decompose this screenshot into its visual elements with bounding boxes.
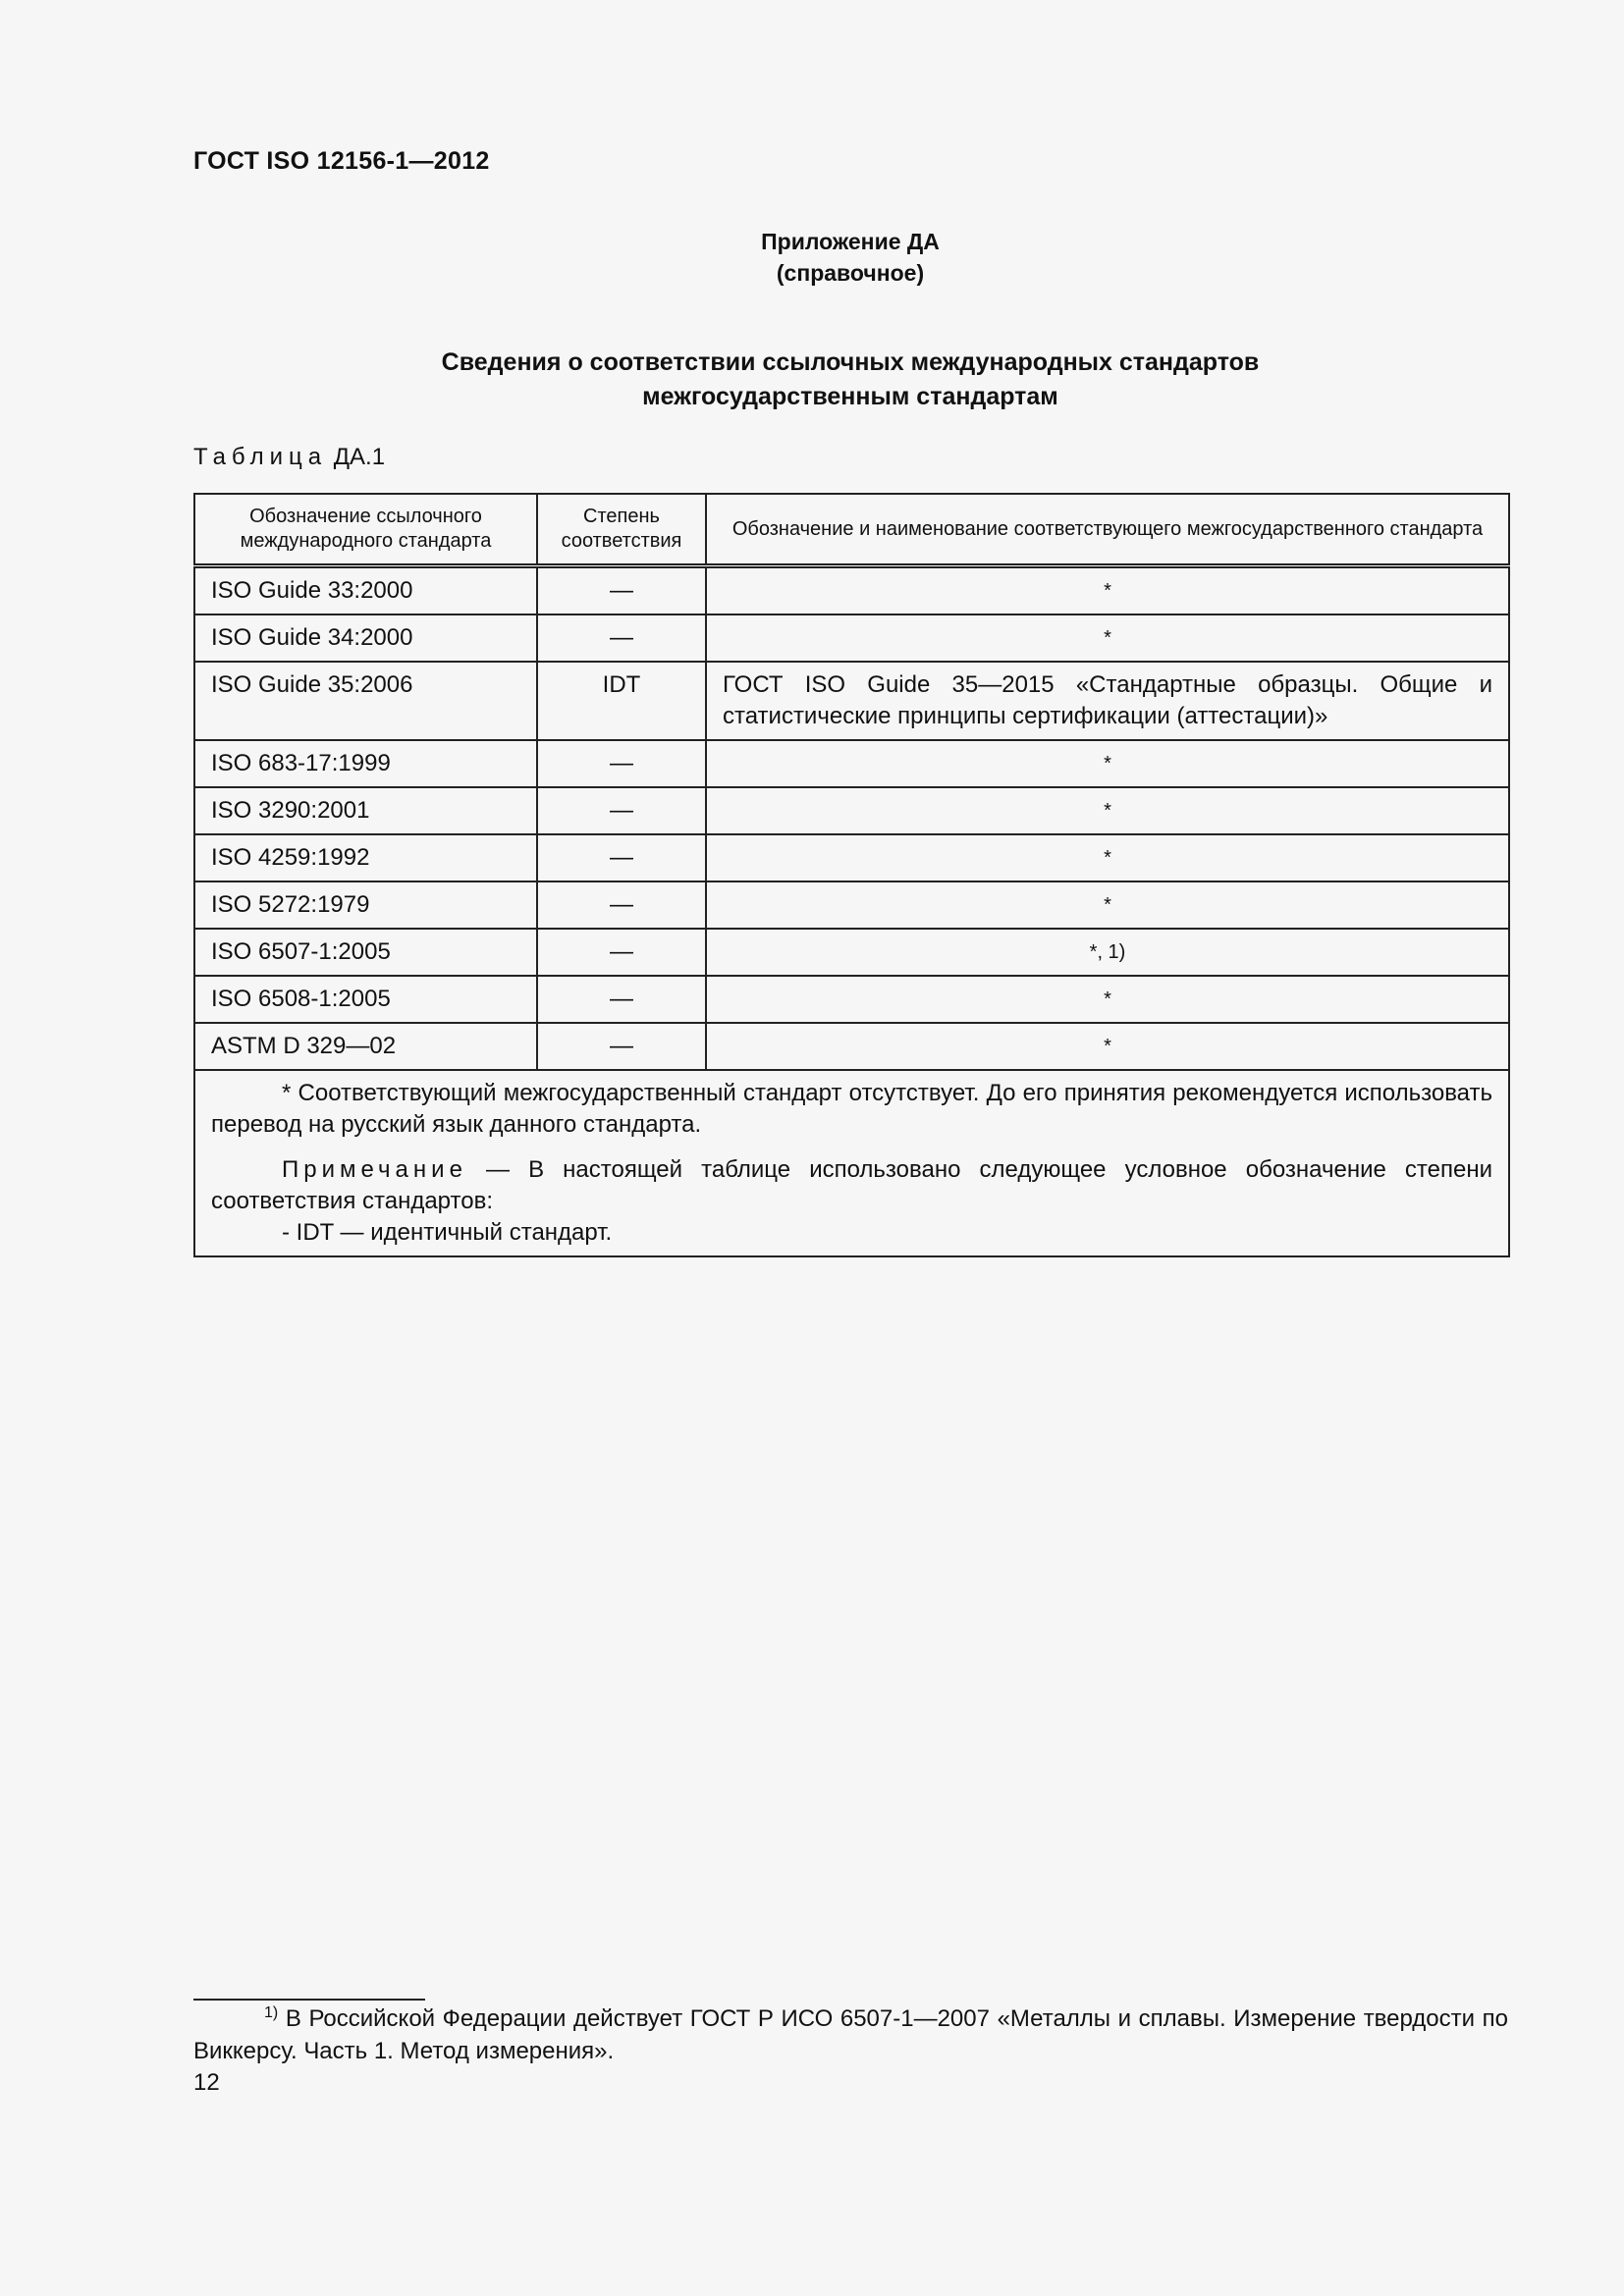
table-row bbox=[194, 834, 1509, 881]
annex-heading bbox=[193, 226, 1507, 289]
cell-standard: * bbox=[706, 834, 1509, 881]
header-reference-standard: Обозначение ссылочного международного стандарта bbox=[194, 494, 537, 566]
cell-degree: — bbox=[537, 976, 706, 1023]
cell-degree: — bbox=[537, 929, 706, 976]
cell-reference: ISO Guide 33:2000 bbox=[194, 566, 537, 615]
section-title-line-1: Сведения о соответствии ссылочных международных стандартов bbox=[441, 348, 1260, 376]
cell-degree: IDT bbox=[537, 662, 706, 740]
table-row bbox=[194, 614, 1509, 662]
page-number: 12 bbox=[193, 2069, 220, 2096]
cell-standard: * bbox=[706, 1023, 1509, 1070]
cell-reference: ISO 6507-1:2005 bbox=[194, 929, 537, 976]
table-row bbox=[194, 1023, 1509, 1070]
table-row bbox=[194, 787, 1509, 834]
annex-title: Приложение ДА bbox=[761, 229, 940, 254]
table-row bbox=[194, 740, 1509, 787]
note-text: — В настоящей таблице использовано следующее условное обозначение степени соответствия стандартов: bbox=[211, 1156, 1492, 1214]
table-row bbox=[194, 662, 1509, 740]
table-row bbox=[194, 566, 1509, 615]
cell-standard: * bbox=[706, 787, 1509, 834]
table-caption bbox=[193, 444, 385, 471]
note-label: Примечание bbox=[282, 1156, 467, 1183]
cell-degree: — bbox=[537, 1023, 706, 1070]
cell-reference: ISO 5272:1979 bbox=[194, 881, 537, 929]
section-title bbox=[193, 346, 1507, 414]
header-interstate-standard: Обозначение и наименование соответствующего межгосударственного стандарта bbox=[706, 494, 1509, 566]
cell-degree: — bbox=[537, 614, 706, 662]
cell-standard: ГОСТ ISO Guide 35—2015 «Стандартные образцы. Общие и статистические принципы сертификации (аттестации)» bbox=[706, 662, 1509, 740]
table-row bbox=[194, 976, 1509, 1023]
cell-standard: *, 1) bbox=[706, 929, 1509, 976]
annex-kind: (справочное) bbox=[776, 260, 925, 286]
star-footnote: * Соответствующий межгосударственный стандарт отсутствует. До его принятия рекомендуется использовать перевод на русский язык данного стандарта. bbox=[211, 1080, 1492, 1138]
cell-degree: — bbox=[537, 566, 706, 615]
correspondence-table bbox=[193, 493, 1510, 1257]
page-footnote bbox=[193, 2002, 1508, 2067]
table-notes bbox=[194, 1070, 1509, 1256]
cell-degree: — bbox=[537, 787, 706, 834]
cell-degree: — bbox=[537, 881, 706, 929]
cell-reference: ISO 683-17:1999 bbox=[194, 740, 537, 787]
table-note bbox=[211, 1154, 1492, 1217]
table-caption-number: ДА.1 bbox=[333, 444, 386, 470]
cell-standard: * bbox=[706, 566, 1509, 615]
footnote-marker: 1) bbox=[264, 2004, 279, 2021]
cell-degree: — bbox=[537, 834, 706, 881]
cell-degree: — bbox=[537, 740, 706, 787]
table-header-row bbox=[194, 494, 1509, 566]
cell-standard: * bbox=[706, 881, 1509, 929]
header-degree: Степень соответствия bbox=[537, 494, 706, 566]
cell-reference: ISO 4259:1992 bbox=[194, 834, 537, 881]
section-title-line-2: межгосударственным стандартам bbox=[642, 383, 1058, 410]
cell-reference: ISO Guide 35:2006 bbox=[194, 662, 537, 740]
cell-reference: ISO 3290:2001 bbox=[194, 787, 537, 834]
cell-standard: * bbox=[706, 976, 1509, 1023]
footnote-text: В Российской Федерации действует ГОСТ Р ИСО 6507-1—2007 «Металлы и сплавы. Измерение твердости по Виккерсу. Часть 1. Метод измерения». bbox=[193, 2005, 1508, 2064]
cell-reference: ISO Guide 34:2000 bbox=[194, 614, 537, 662]
cell-reference: ASTM D 329—02 bbox=[194, 1023, 537, 1070]
table-caption-label: Таблица bbox=[193, 444, 328, 470]
table-notes-row bbox=[194, 1070, 1509, 1256]
note-list-item: - IDT — идентичный стандарт. bbox=[282, 1219, 613, 1246]
footnote-separator bbox=[193, 1999, 425, 2001]
cell-reference: ISO 6508-1:2005 bbox=[194, 976, 537, 1023]
document-code: ГОСТ ISO 12156-1—2012 bbox=[193, 147, 490, 175]
cell-standard: * bbox=[706, 614, 1509, 662]
table-row bbox=[194, 929, 1509, 976]
table-row bbox=[194, 881, 1509, 929]
cell-standard: * bbox=[706, 740, 1509, 787]
